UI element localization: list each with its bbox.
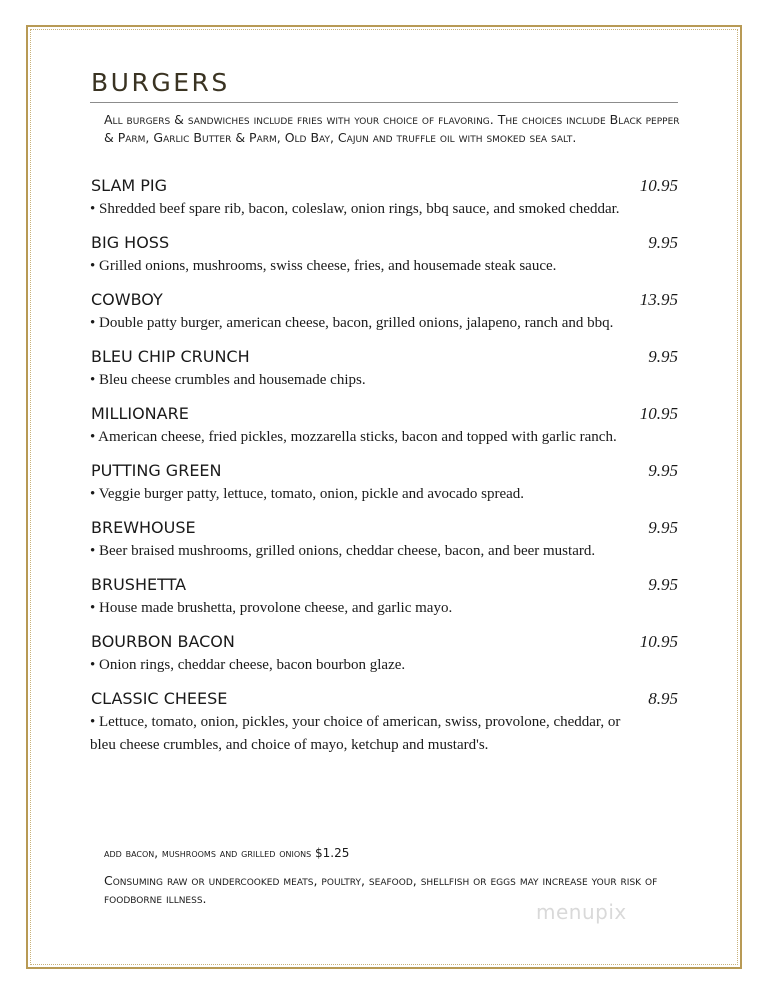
item-name: COWBOY — [91, 290, 163, 309]
menu-item — [90, 632, 680, 677]
item-name: CLASSIC CHEESE — [91, 689, 228, 708]
item-description: • Veggie burger patty, lettuce, tomato, onion, pickle and avocado spread. — [90, 486, 525, 502]
item-price: 9.95 — [648, 518, 678, 537]
item-price: 10.95 — [639, 404, 678, 423]
section-intro: All burgers & sandwiches include fries with your choice of flavoring. The choices include Black pepper & Parm, Garlic Butter & Parm, Old Bay, Cajun and truffle oil with smoked sea salt. — [104, 112, 680, 145]
item-description: • Grilled onions, mushrooms, swiss cheese, fries, and housemade steak sauce. — [90, 258, 557, 274]
item-price: 9.95 — [648, 575, 678, 594]
item-price: 9.95 — [648, 461, 678, 480]
menu-item — [90, 347, 680, 392]
item-description: • Double patty burger, american cheese, bacon, grilled onions, jalapeno, ranch and bbq. — [90, 315, 614, 331]
item-description: • Onion rings, cheddar cheese, bacon bourbon glaze. — [90, 657, 406, 673]
item-name: PUTTING GREEN — [91, 461, 222, 480]
item-description: • Beer braised mushrooms, grilled onions, cheddar cheese, bacon, and beer mustard. — [90, 543, 596, 559]
item-name: SLAM PIG — [91, 176, 168, 195]
item-description: • American cheese, fried pickles, mozzarella sticks, bacon and topped with garlic ranch. — [90, 429, 617, 445]
item-price: 9.95 — [648, 233, 678, 252]
item-price: 9.95 — [648, 347, 678, 366]
item-name: BRUSHETTA — [91, 575, 187, 594]
item-name: BOURBON BACON — [91, 632, 235, 651]
menu-item — [90, 518, 680, 563]
menu-item — [90, 176, 680, 221]
item-name: BREWHOUSE — [91, 518, 196, 537]
section-title: BURGERS — [91, 68, 230, 97]
menu-item — [90, 290, 680, 335]
item-name: BIG HOSS — [91, 233, 170, 252]
menu-item — [90, 404, 680, 449]
item-name: BLEU CHIP CRUNCH — [91, 347, 250, 366]
item-description: • House made brushetta, provolone cheese, and garlic mayo. — [90, 600, 453, 616]
title-divider — [90, 102, 678, 103]
health-notice: Consuming raw or undercooked meats, poultry, seafood, shellfish or eggs may increase your risk of foodborne illness. — [104, 873, 658, 906]
item-description: • Shredded beef spare rib, bacon, coleslaw, onion rings, bbq sauce, and smoked cheddar. — [90, 201, 620, 217]
menupix-watermark: menupix — [536, 900, 627, 924]
menu-item — [90, 575, 680, 620]
item-description: • Bleu cheese crumbles and housemade chips. — [90, 372, 366, 388]
item-description: • Lettuce, tomato, onion, pickles, your choice of american, swiss, provolone, cheddar, or bleu cheese crumbles, and choice of mayo, ketchup and mustard's. — [90, 714, 621, 753]
menu-item — [90, 233, 680, 278]
item-name: MILLIONARE — [91, 404, 189, 423]
menu-items — [90, 176, 680, 757]
item-price: 10.95 — [639, 632, 678, 651]
addon-note: add bacon, mushrooms and grilled onions $1.25 — [104, 846, 350, 860]
item-price: 8.95 — [648, 689, 678, 708]
menu-item — [90, 461, 680, 506]
menu-item — [90, 689, 680, 757]
item-price: 10.95 — [639, 176, 678, 195]
item-price: 13.95 — [639, 290, 678, 309]
